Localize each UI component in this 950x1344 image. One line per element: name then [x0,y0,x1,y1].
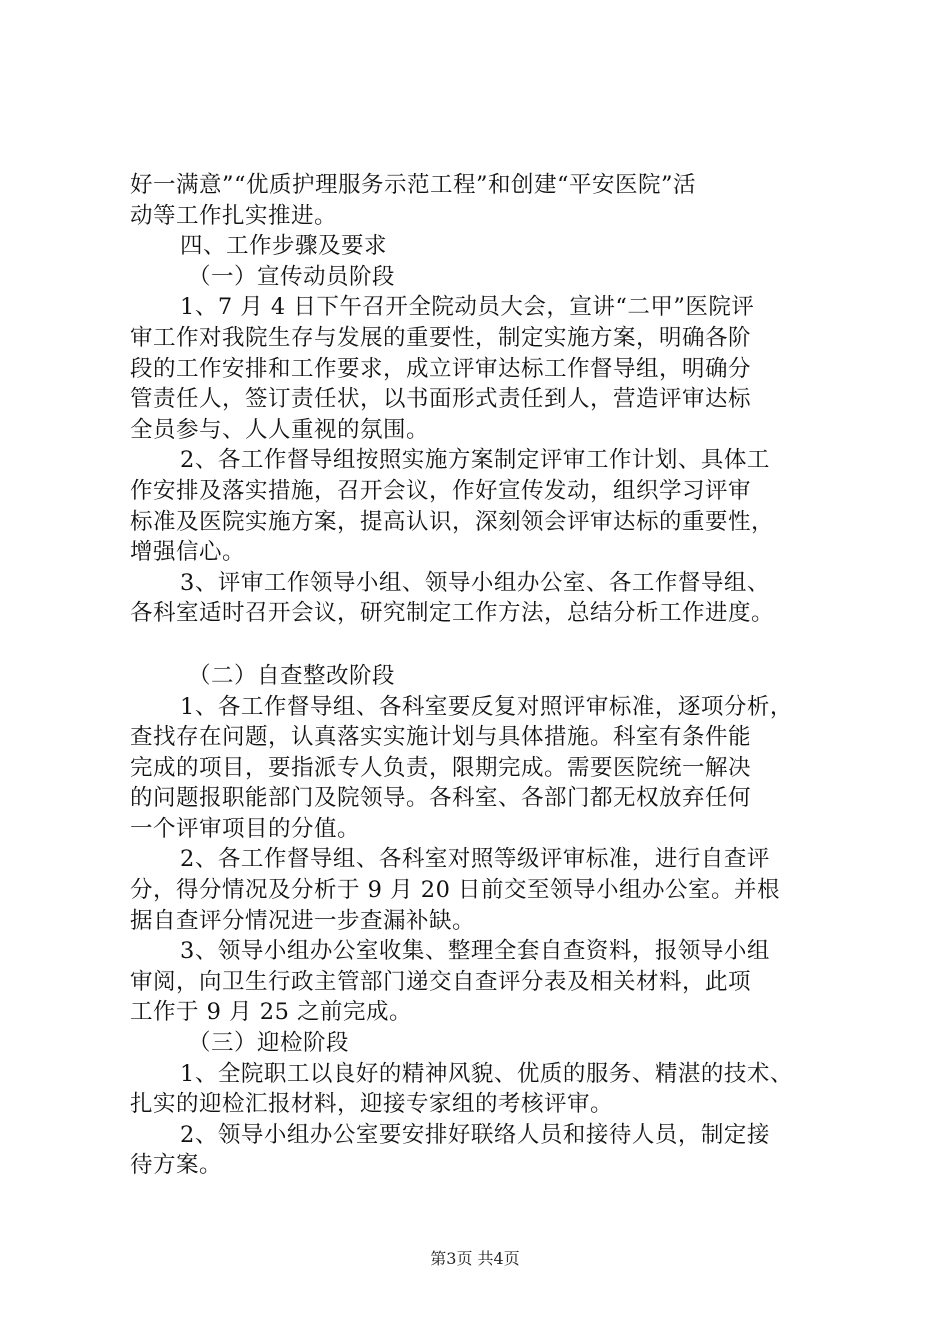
text-line: 增强信心。 [130,539,246,566]
text-line: 标准及医院实施方案，提高认识，深刻领会评审达标的重要性， [130,508,775,535]
text-line: 1、全院职工以良好的精神风貌、优质的服务、精湛的技术、 [180,1060,793,1087]
text-line: 查找存在问题，认真落实实施计划与具体措施。科室有条件能 [130,724,752,751]
paragraph-gap [130,629,850,661]
text-line: 据自查评分情况进一步查漏补缺。 [130,907,476,934]
text-line: 3、评审工作领导小组、领导小组办公室、各工作督导组、 [180,569,770,596]
text-line: 分，得分情况及分析于 9 月 20 日前交至领导小组办公室。并根 [130,877,781,904]
text-line: 完成的项目，要指派专人负责，限期完成。需要医院统一解决 [130,754,752,781]
text-line: 审阅，向卫生行政主管部门递交自查评分表及相关材料，此项 [130,968,752,995]
text-line: 作安排及落实措施，召开会议，作好宣传发动，组织学习评审 [130,477,752,504]
subsection-heading: （三）迎检阶段 [188,1030,350,1057]
text-line: 管责任人，签订责任状，以书面形式责任到人，营造评审达标 [130,386,752,413]
text-line: 全员参与、人人重视的氛围。 [130,416,430,443]
text-line: 各科室适时召开会议，研究制定工作方法，总结分析工作进度。 [130,600,775,627]
text-line: 工作于 9 月 25 之前完成。 [130,999,413,1026]
text-line: 1、各工作督导组、各科室要反复对照评审标准，逐项分析， [180,693,793,720]
text-line: 审工作对我院生存与发展的重要性，制定实施方案，明确各阶 [130,324,752,351]
text-line: 2、领导小组办公室要安排好联络人员和接待人员，制定接 [180,1121,770,1148]
section-heading: 四、工作步骤及要求 [180,233,388,260]
subsection-heading: （一）宣传动员阶段 [188,263,396,290]
text-line: 待方案。 [130,1152,223,1179]
text-line: 动等工作扎实推进。 [130,202,338,229]
text-line: 2、各工作督导组、各科室对照等级评审标准，进行自查评 [180,846,770,873]
text-line: 的问题报职能部门及院领导。各科室、各部门都无权放弃任何 [130,785,752,812]
text-line: 一个评审项目的分值。 [130,815,361,842]
page-number-footer: 第3页 共4页 [430,1249,520,1268]
document-body [130,170,850,1181]
text-line: 扎实的迎检汇报材料，迎接专家组的考核评审。 [130,1091,614,1118]
text-line: 段的工作安排和工作要求，成立评审达标工作督导组，明确分 [130,355,752,382]
text-line: 1、7 月 4 日下午召开全院动员大会，宣讲“二甲”医院评 [180,294,755,321]
text-line: 2、各工作督导组按照实施方案制定评审工作计划、具体工 [180,447,770,474]
text-line: 3、领导小组办公室收集、整理全套自查资料，报领导小组 [180,938,770,965]
subsection-heading: （二）自查整改阶段 [188,662,396,689]
text-line: 好一满意”“优质护理服务示范工程”和创建“平安医院”活 [130,172,697,198]
